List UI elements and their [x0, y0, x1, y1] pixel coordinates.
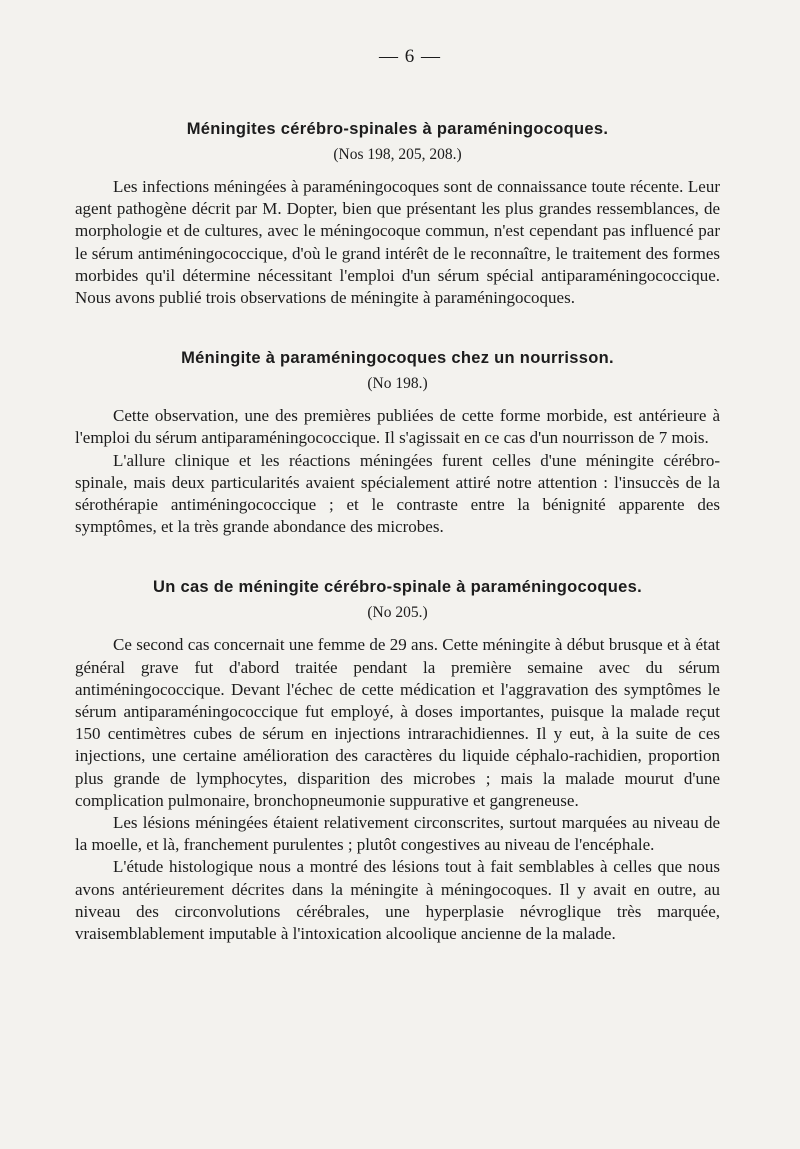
section-reference: (No 205.)	[367, 604, 428, 622]
paragraph: Ce second cas concernait une femme de 29 ans. Cette méningite à début brusque et à état général grave fut d'abord traitée pendant la première semaine avec du sérum antiméningococcique. Devant l'échec de cette médication et l'aggravation des symptômes le sérum antiparaméningococcique fut employé, à doses importantes, puisque la malade reçut 150 centimètres cubes de sérum en injections intrarachidiennes. Il y eut, à la suite de ces injections, une certaine amélioration des caractères du liquide céphalo-rachidien, proportion plus grande de lymphocytes, disparition des microbes ; mais la malade mourut d'une complication pulmonaire, bronchopneumonie suppurative et gangreneuse.	[75, 635, 720, 810]
paragraph: Les infections méningées à paraméningocoques sont de connaissance toute récente. Leur agent pathogène décrit par M. Dopter, bien que présentant les plus grandes ressemblances, de morphologie et de cultures, avec le méningocoque commun, n'est cependant pas influencé par le sérum antiméningococcique, d'où le grand intérêt de le reconnaître, le traitement des formes morbides qu'il détermine nécessitant l'emploi d'un sérum spécial antiparaméningococcique. Nous avons publié trois observations de méningite à paraméningocoques.	[75, 177, 720, 308]
section-reference: (No 198.)	[367, 375, 428, 393]
page-number: — 6 —	[379, 46, 441, 67]
section-meningites-paramen	[75, 118, 720, 309]
paragraph: Les lésions méningées étaient relativement circonscrites, surtout marquées au niveau de la moelle, et là, franchement purulentes ; plutôt congestives au niveau de l'encéphale.	[75, 813, 720, 855]
section-title: Méningites cérébro-spinales à paraméningocoques.	[186, 120, 609, 138]
paragraph: L'étude histologique nous a montré des lésions tout à fait semblables à celles que nous avons antérieurement décrites dans la méningite à méningocoques. Il y avait en outre, au niveau des circonvolutions cérébrales, une hyperplasie névroglique très marquée, vraisemblablement imputable à l'intoxication alcoolique ancienne de la malade.	[75, 857, 720, 944]
section-reference: (Nos 198, 205, 208.)	[333, 146, 462, 163]
section-nourrisson	[75, 347, 720, 538]
section-title: Méningite à paraméningocoques chez un nourrisson.	[181, 349, 614, 368]
page-content	[75, 118, 720, 945]
paragraph: L'allure clinique et les réactions méningées furent celles d'une méningite cérébro-spinale, mais deux particularités avaient spécialement attiré notre attention : l'insuccès de la sérothérapie antiméningococcique ; et le contraste entre la bénignité apparente des symptômes, et la très grande abondance des microbes.	[75, 450, 720, 537]
section-cas-meningite	[75, 576, 720, 945]
paragraph: Cette observation, une des premières publiées de cette forme morbide, est antérieure à l'emploi du sérum antiparaméningococcique. Il s'agissait en ce cas d'un nourrisson de 7 mois.	[75, 406, 720, 448]
section-title: Un cas de méningite cérébro-spinale à paraméningocoques.	[152, 578, 642, 597]
